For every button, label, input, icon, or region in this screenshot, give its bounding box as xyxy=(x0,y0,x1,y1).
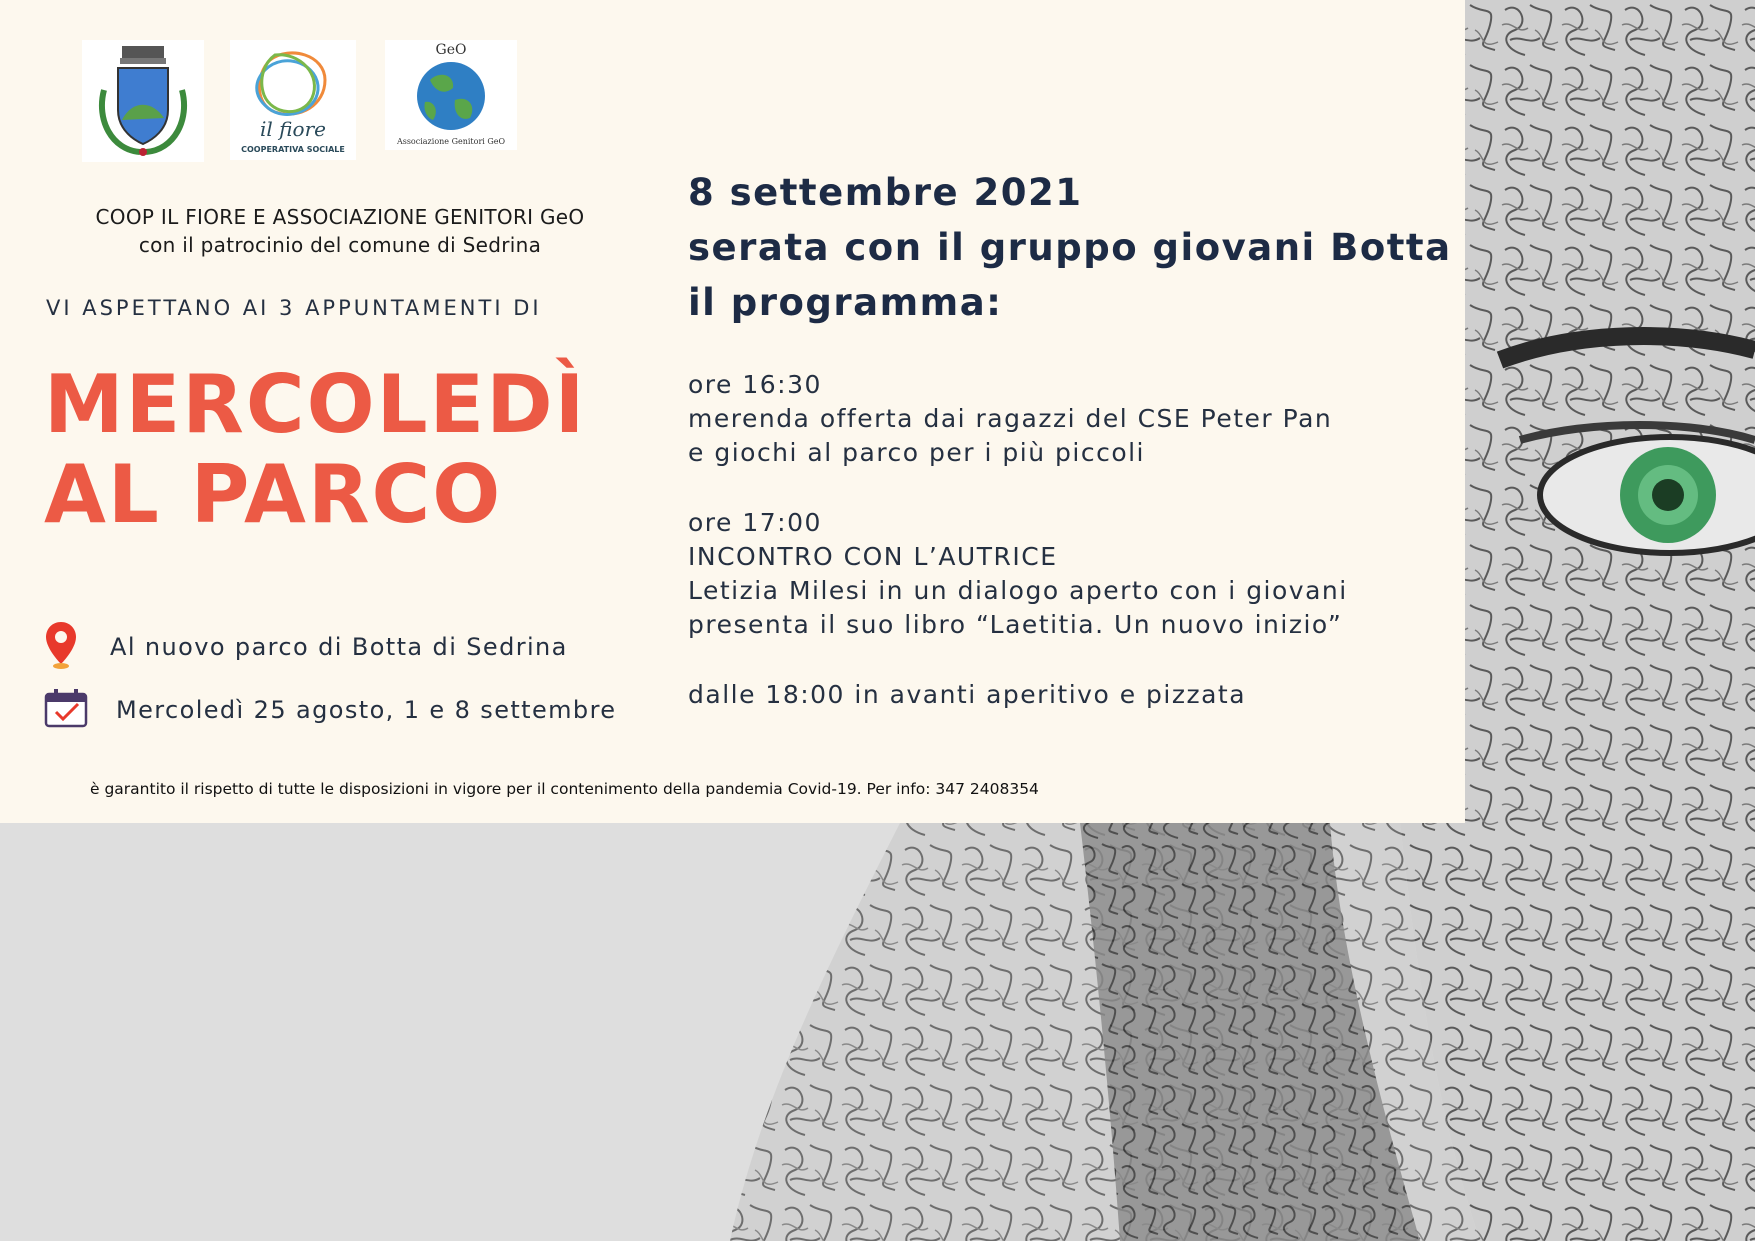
program-line: INCONTRO CON L’AUTRICE xyxy=(688,542,1058,571)
il-fiore-logo xyxy=(230,40,356,160)
svg-text:il fiore: il fiore xyxy=(260,117,326,141)
comune-sedrina-crest xyxy=(82,40,204,162)
program-line: Letizia Milesi in un dialogo aperto con i giovani xyxy=(688,576,1348,605)
calendar-check-icon xyxy=(44,688,88,732)
map-pin-icon xyxy=(44,620,78,674)
kicker-text: VI ASPETTANO AI 3 APPUNTAMENTI DI xyxy=(46,296,542,320)
program-line: presenta il suo libro “Laetitia. Un nuovo inizio” xyxy=(688,610,1343,639)
svg-text:COOPERATIVA SOCIALE: COOPERATIVA SOCIALE xyxy=(241,145,345,154)
location-row xyxy=(44,620,568,674)
program-time: ore 16:30 xyxy=(688,370,822,399)
program-line: e giochi al parco per i più piccoli xyxy=(688,438,1146,467)
footnote: è garantito il rispetto di tutte le disposizioni in vigore per il contenimento della pandemia Covid-19. Per info: 347 2408354 xyxy=(90,780,1039,798)
location-text: Al nuovo parco di Botta di Sedrina xyxy=(110,633,568,661)
patronage-line: con il patrocinio del comune di Sedrina xyxy=(138,233,542,257)
main-title-line1: MERCOLEDÌ xyxy=(44,358,587,451)
main-title xyxy=(44,360,586,540)
program-label: il programma: xyxy=(688,281,1003,324)
dates-text: Mercoledì 25 agosto, 1 e 8 settembre xyxy=(116,696,617,724)
event-heading xyxy=(688,165,1452,330)
program-time: ore 17:00 xyxy=(688,508,822,537)
dates-row xyxy=(44,688,616,732)
program-item xyxy=(688,506,1348,642)
event-date: 8 settembre 2021 xyxy=(688,171,1083,214)
program-closing: dalle 18:00 in avanti aperitivo e pizzata xyxy=(688,680,1247,709)
event-subtitle: serata con il gruppo giovani Botta xyxy=(688,226,1452,269)
organizers-line: COOP IL FIORE E ASSOCIAZIONE GENITORI GeO xyxy=(95,205,585,229)
program-line: merenda offerta dai ragazzi del CSE Peter Pan xyxy=(688,404,1333,433)
program-item xyxy=(688,368,1332,470)
svg-text:GeO: GeO xyxy=(435,42,467,58)
main-title-line2: AL PARCO xyxy=(44,448,503,541)
svg-text:Associazione Genitori GeO: Associazione Genitori GeO xyxy=(396,137,506,146)
associazione-genitori-geo-logo xyxy=(385,40,517,150)
